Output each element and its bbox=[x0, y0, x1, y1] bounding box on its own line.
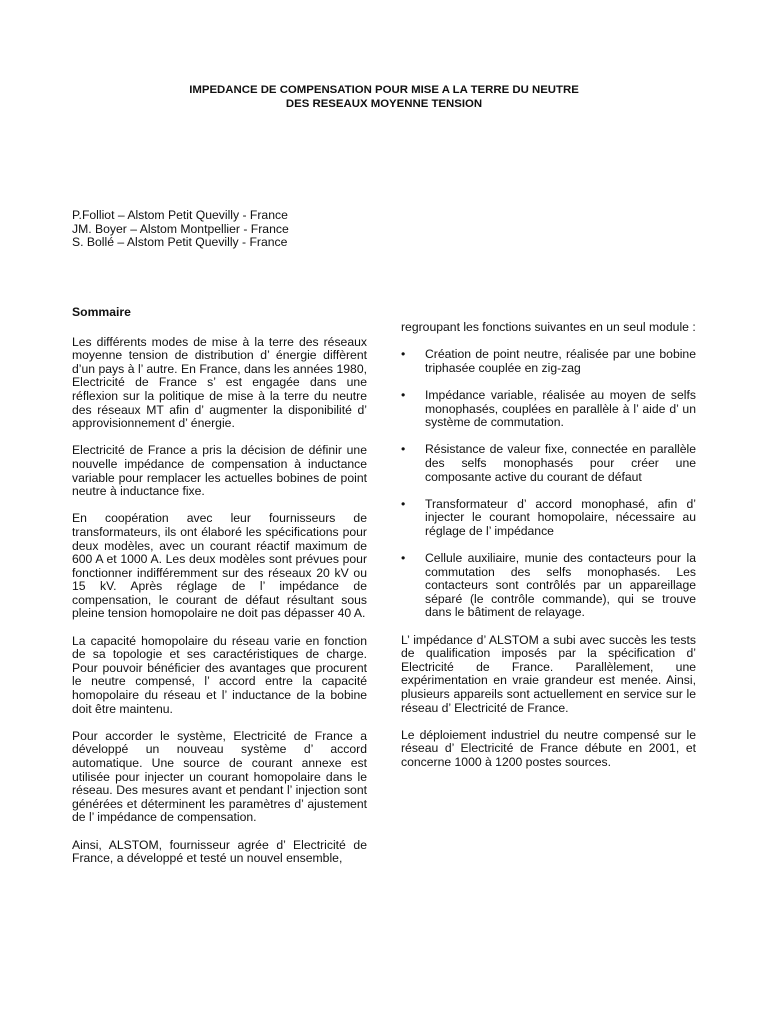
title-line-2: DES RESEAUX MOYENNE TENSION bbox=[285, 98, 483, 110]
paragraph: L’ impédance d’ ALSTOM a subi avec succès les tests de qualification imposés par la spécification d’ Electricité de France. Parallèlement, une expérimentation en vraie grandeur est menée. Ainsi, plusieurs appareils sont actuellement en service sur le réseau d’ Electricité de France. bbox=[401, 632, 696, 715]
bullet-icon: • bbox=[401, 387, 406, 402]
bullet-icon: • bbox=[401, 442, 406, 457]
author-line: S. Bollé – Alstom Petit Quevilly - France bbox=[72, 235, 288, 250]
paragraph-intro: regroupant les fonctions suivantes en un seul module : bbox=[401, 320, 696, 334]
paragraph: Ainsi, ALSTOM, fournisseur agrée d’ Electricité de France, a développé et testé un nouvel ensemble, bbox=[72, 837, 367, 866]
author-line: JM. Boyer – Alstom Montpellier - France bbox=[72, 221, 289, 236]
paragraph: Les différents modes de mise à la terre des réseaux moyenne tension de distribution d’ énergie diffèrent d’un pays à l’ autre. En France, dans les années 1980, Electricité de France s’ est engagée dans une réflexion sur la politique de mise à la terre du neutre des réseaux MT afin d’ augmenter la disponibilité d’ approvisionnement d’ énergie. bbox=[72, 334, 367, 431]
paragraph: Electricité de France a pris la décision de définir une nouvelle impédance de compensation à inductance variable pour remplacer les actuelles bobines de point neutre à inductance fixe. bbox=[72, 443, 367, 499]
author-line: P.Folliot – Alstom Petit Quevilly - France bbox=[72, 208, 288, 222]
bullet-icon: • bbox=[401, 496, 406, 511]
bullet-text: Transformateur d’ accord monophasé, afin d’ injecter le courant homopolaire, nécessaire au réglage de l’ impédance bbox=[425, 496, 696, 538]
author-list bbox=[72, 209, 289, 250]
bullet-text: Création de point neutre, réalisée par une bobine triphasée couplée en zig-zag bbox=[425, 347, 696, 375]
right-column bbox=[401, 321, 696, 783]
bullet-text: Cellule auxiliaire, munie des contacteurs pour la commutation des selfs monophasés. Les contacteurs sont contrôlés par un appareillage séparé (le contrôle commande), qui se trouve dans le bâtiment de relayage. bbox=[425, 551, 696, 620]
bullet-text: Résistance de valeur fixe, connectée en parallèle des selfs monophasés pour créer une composante active du courant de défaut bbox=[425, 442, 696, 484]
bullet-icon: • bbox=[401, 551, 406, 566]
bullet-list bbox=[401, 348, 696, 620]
paper-title bbox=[72, 83, 696, 111]
bullet-item bbox=[401, 552, 696, 620]
paragraph: La capacité homopolaire du réseau varie en fonction de sa topologie et ses caractéristiques de charge. Pour pouvoir bénéficier des avantages que procurent le neutre compensé, l’ accord entre la capacité homopolaire du réseau et l’ inductance de la bobine doit être maintenu. bbox=[72, 633, 367, 716]
paragraph: Le déploiement industriel du neutre compensé sur le réseau d’ Electricité de France débute en 2001, et concerne 1000 à 1200 postes sources. bbox=[401, 727, 696, 769]
paragraph: Pour accorder le système, Electricité de France a développé un nouveau système d’ accord automatique. Une source de courant annexe est utilisée pour injecter un courant homopolaire dans le réseau. Des mesures avant et pendant l’ injection sont générées et déterminent les paramètres d’ ajustement de l’ impédance de compensation. bbox=[72, 728, 367, 825]
bullet-item bbox=[401, 348, 696, 375]
bullet-item bbox=[401, 389, 696, 430]
left-column bbox=[72, 306, 367, 879]
section-heading: Sommaire bbox=[72, 305, 131, 319]
bullet-icon: • bbox=[401, 347, 406, 362]
bullet-item bbox=[401, 498, 696, 539]
paragraph: En coopération avec leur fournisseurs de transformateurs, ils ont élaboré les spécifications pour deux modèles, avec un courant réactif maximum de 600 A et 1000 A. Les deux modèles sont prévues pour fonctionner indifféremment sur des réseaux 20 kV ou 15 kV. Après réglage de l’ impédance de compensation, le courant de défaut résultant sous pleine tension homopolaire ne doit pas dépasser 40 A. bbox=[72, 511, 367, 621]
bullet-text: Impédance variable, réalisée au moyen de selfs monophasés, couplées en parallèle à l’ aide d’ un système de commutation. bbox=[425, 387, 696, 430]
bullet-item bbox=[401, 443, 696, 484]
title-line-1: IMPEDANCE DE COMPENSATION POUR MISE A LA TERRE DU NEUTRE bbox=[189, 84, 579, 96]
